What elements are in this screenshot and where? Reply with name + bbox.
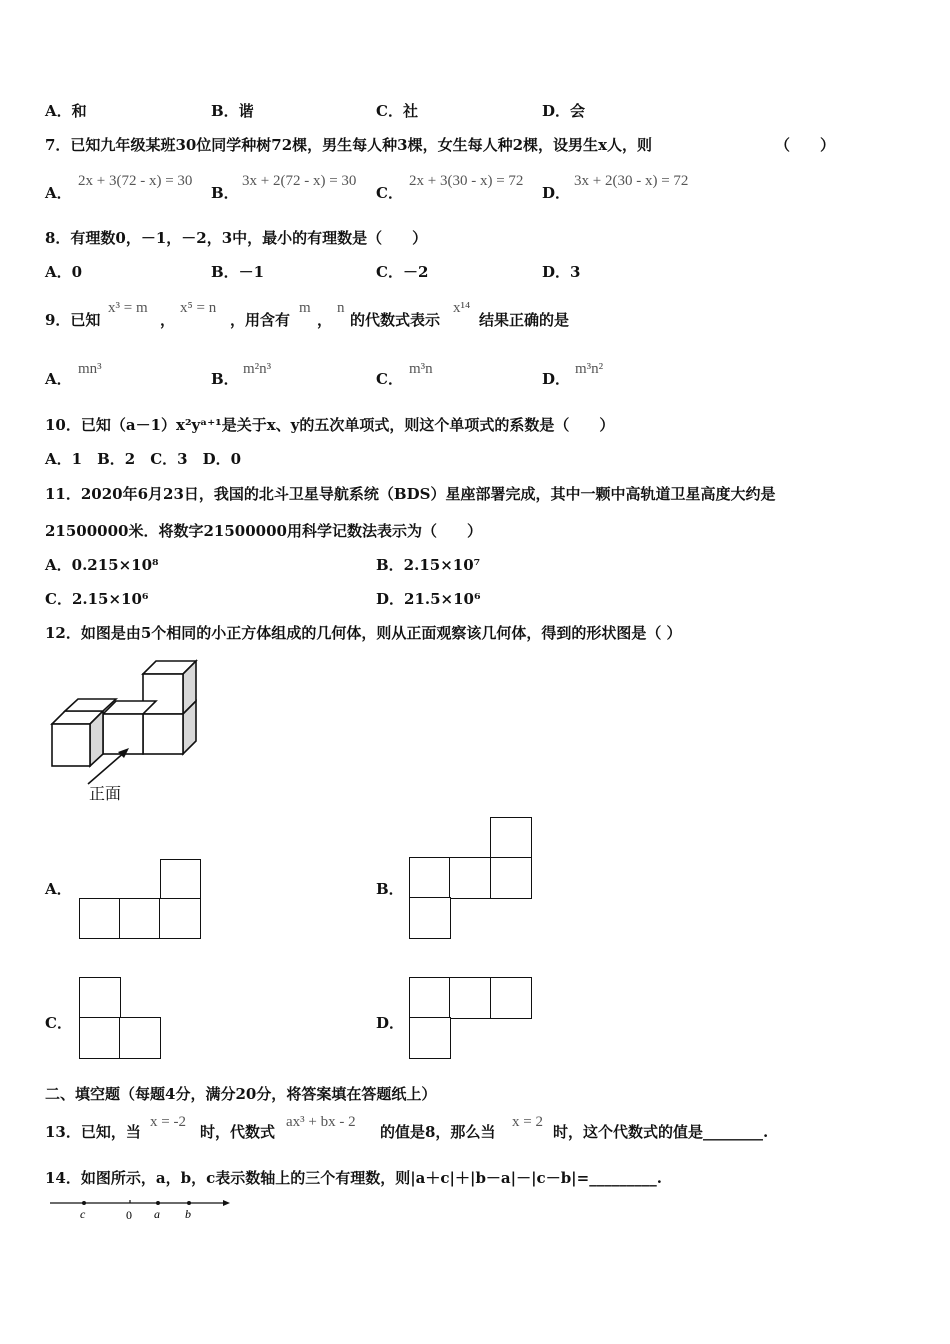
q13-cond-2: x = 2 (512, 1114, 543, 1130)
q8-option-b: B．－1 (211, 263, 265, 281)
q12-b-square (490, 817, 532, 859)
q9-given-2: x⁵ = n (180, 300, 217, 316)
q12-a-square (159, 898, 201, 939)
q7-stem: 7．已知九年级某班30位同学种树72棵，男生每人种3棵，女生每人种2棵，设男生x人，则 (45, 136, 653, 154)
q12-d-square (409, 1017, 451, 1059)
q13-prefix: 13．已知，当 (45, 1123, 141, 1141)
q9-comma: ， (160, 311, 176, 329)
label-a: a (154, 1207, 160, 1221)
q9-answer-a: mn³ (78, 361, 102, 377)
label-c: c (80, 1207, 86, 1221)
q13-expr: ax³ + bx - 2 (286, 1114, 356, 1130)
section2-title: 二、填空题（每题4分，满分20分，将答案填在答题纸上） (45, 1085, 437, 1103)
q9-answer-c: m³n (409, 361, 433, 377)
q13-cond-1: x = -2 (150, 1114, 186, 1130)
cube-face (143, 714, 183, 754)
q11-option-b: B．2.15×10⁷ (376, 556, 481, 574)
q9-label-a: A． (45, 370, 72, 388)
q9-answer-b: m²n³ (243, 361, 272, 377)
q12-b-square (409, 857, 451, 899)
q6-option-b: B．谐 (211, 102, 254, 120)
q11-line-1: 11．2020年6月23日，我国的北斗卫星导航系统（BDS）星座部署完成，其中一颗中高轨道卫星高度大约是 (45, 485, 776, 503)
point-c (82, 1201, 86, 1205)
q12-d-square (449, 977, 491, 1019)
point-b (187, 1201, 191, 1205)
q12-c-square (119, 1017, 161, 1059)
label-zero: 0 (126, 1208, 132, 1222)
q6-option-c: C．社 (376, 102, 418, 120)
q12-b-square (409, 897, 451, 939)
q12-label-d: D． (376, 1014, 405, 1032)
q9-prefix: 9．已知 (45, 311, 101, 329)
q9-mid: ，用含有 (230, 311, 291, 329)
q7-formula-d: 3x + 2(30 - x) = 72 (574, 173, 689, 189)
q12-label-a: A． (45, 880, 72, 898)
q7-label-a: A． (45, 184, 72, 202)
q10-options: A．1 B．2 C．3 D．0 (45, 450, 242, 468)
q12-a-square (79, 898, 121, 939)
cube-face (52, 724, 90, 766)
q12-a-square (160, 859, 201, 900)
q7-label-d: D． (542, 184, 571, 202)
q9-sep: ， (317, 311, 333, 329)
q8-option-a: A．0 (45, 263, 83, 281)
q12-label-b: B． (376, 880, 404, 898)
q12-a-square (119, 898, 161, 939)
q7-paren: （ ） (775, 136, 836, 154)
q6-option-d: D．会 (542, 102, 586, 120)
q14-stem: 14．如图所示，a，b，c表示数轴上的三个有理数，则|a＋c|＋|b－a|－|c－b|=_________. (45, 1169, 662, 1187)
q12-b-square (490, 857, 532, 899)
label-b: b (185, 1207, 191, 1221)
q11-option-a: A．0.215×10⁸ (45, 556, 159, 574)
q7-formula-c: 2x + 3(30 - x) = 72 (409, 173, 524, 189)
q9-label-d: D． (542, 370, 571, 388)
q8-option-c: C．－2 (376, 263, 429, 281)
q8-option-d: D．3 (542, 263, 581, 281)
q9-mid2: 的代数式表示 (350, 311, 441, 329)
q13-suffix: 时，这个代数式的值是________. (553, 1123, 769, 1141)
q13-mid-1: 时，代数式 (200, 1123, 276, 1141)
q9-var-n: n (337, 300, 345, 316)
q12-front-label: 正面 (89, 784, 122, 803)
q9-label-c: C． (376, 370, 403, 388)
q9-target: x¹⁴ (453, 300, 471, 316)
q9-var-m: m (299, 300, 311, 316)
cube-face (103, 714, 143, 754)
q11-option-d: D．21.5×10⁶ (376, 590, 481, 608)
q12-d-square (409, 977, 451, 1019)
q9-given-1: x³ = m (108, 300, 148, 316)
q9-suffix: 结果正确的是 (479, 311, 570, 329)
q12-c-square (79, 1017, 121, 1059)
q12-c-square (79, 977, 121, 1019)
q6-option-a: A．和 (45, 102, 87, 120)
q14-number-line (44, 1194, 244, 1228)
q12-label-c: C． (45, 1014, 72, 1032)
q9-answer-d: m³n² (575, 361, 604, 377)
q9-label-b: B． (211, 370, 239, 388)
q10-stem: 10．已知（a－1）x²yᵃ⁺¹是关于x、y的五次单项式，则这个单项式的系数是（ ） (45, 416, 615, 434)
q7-label-b: B． (211, 184, 239, 202)
q11-line-2: 21500000米．将数字21500000用科学记数法表示为（ ） (45, 522, 482, 540)
q12-d-square (490, 977, 532, 1019)
point-a (156, 1201, 160, 1205)
q12-b-square (449, 857, 491, 899)
number-line-arrow (223, 1200, 230, 1206)
q11-option-c: C．2.15×10⁶ (45, 590, 149, 608)
q12-cube-figure (44, 656, 214, 806)
q8-stem: 8．有理数0，－1，－2，3中，最小的有理数是（ ） (45, 229, 428, 247)
q7-formula-a: 2x + 3(72 - x) = 30 (78, 173, 193, 189)
q7-label-c: C． (376, 184, 403, 202)
q13-mid-2: 的值是8，那么当 (380, 1123, 496, 1141)
q12-stem: 12．如图是由5个相同的小正方体组成的几何体，则从正面观察该几何体，得到的形状图是（ ） (45, 624, 682, 642)
q7-formula-b: 3x + 2(72 - x) = 30 (242, 173, 357, 189)
